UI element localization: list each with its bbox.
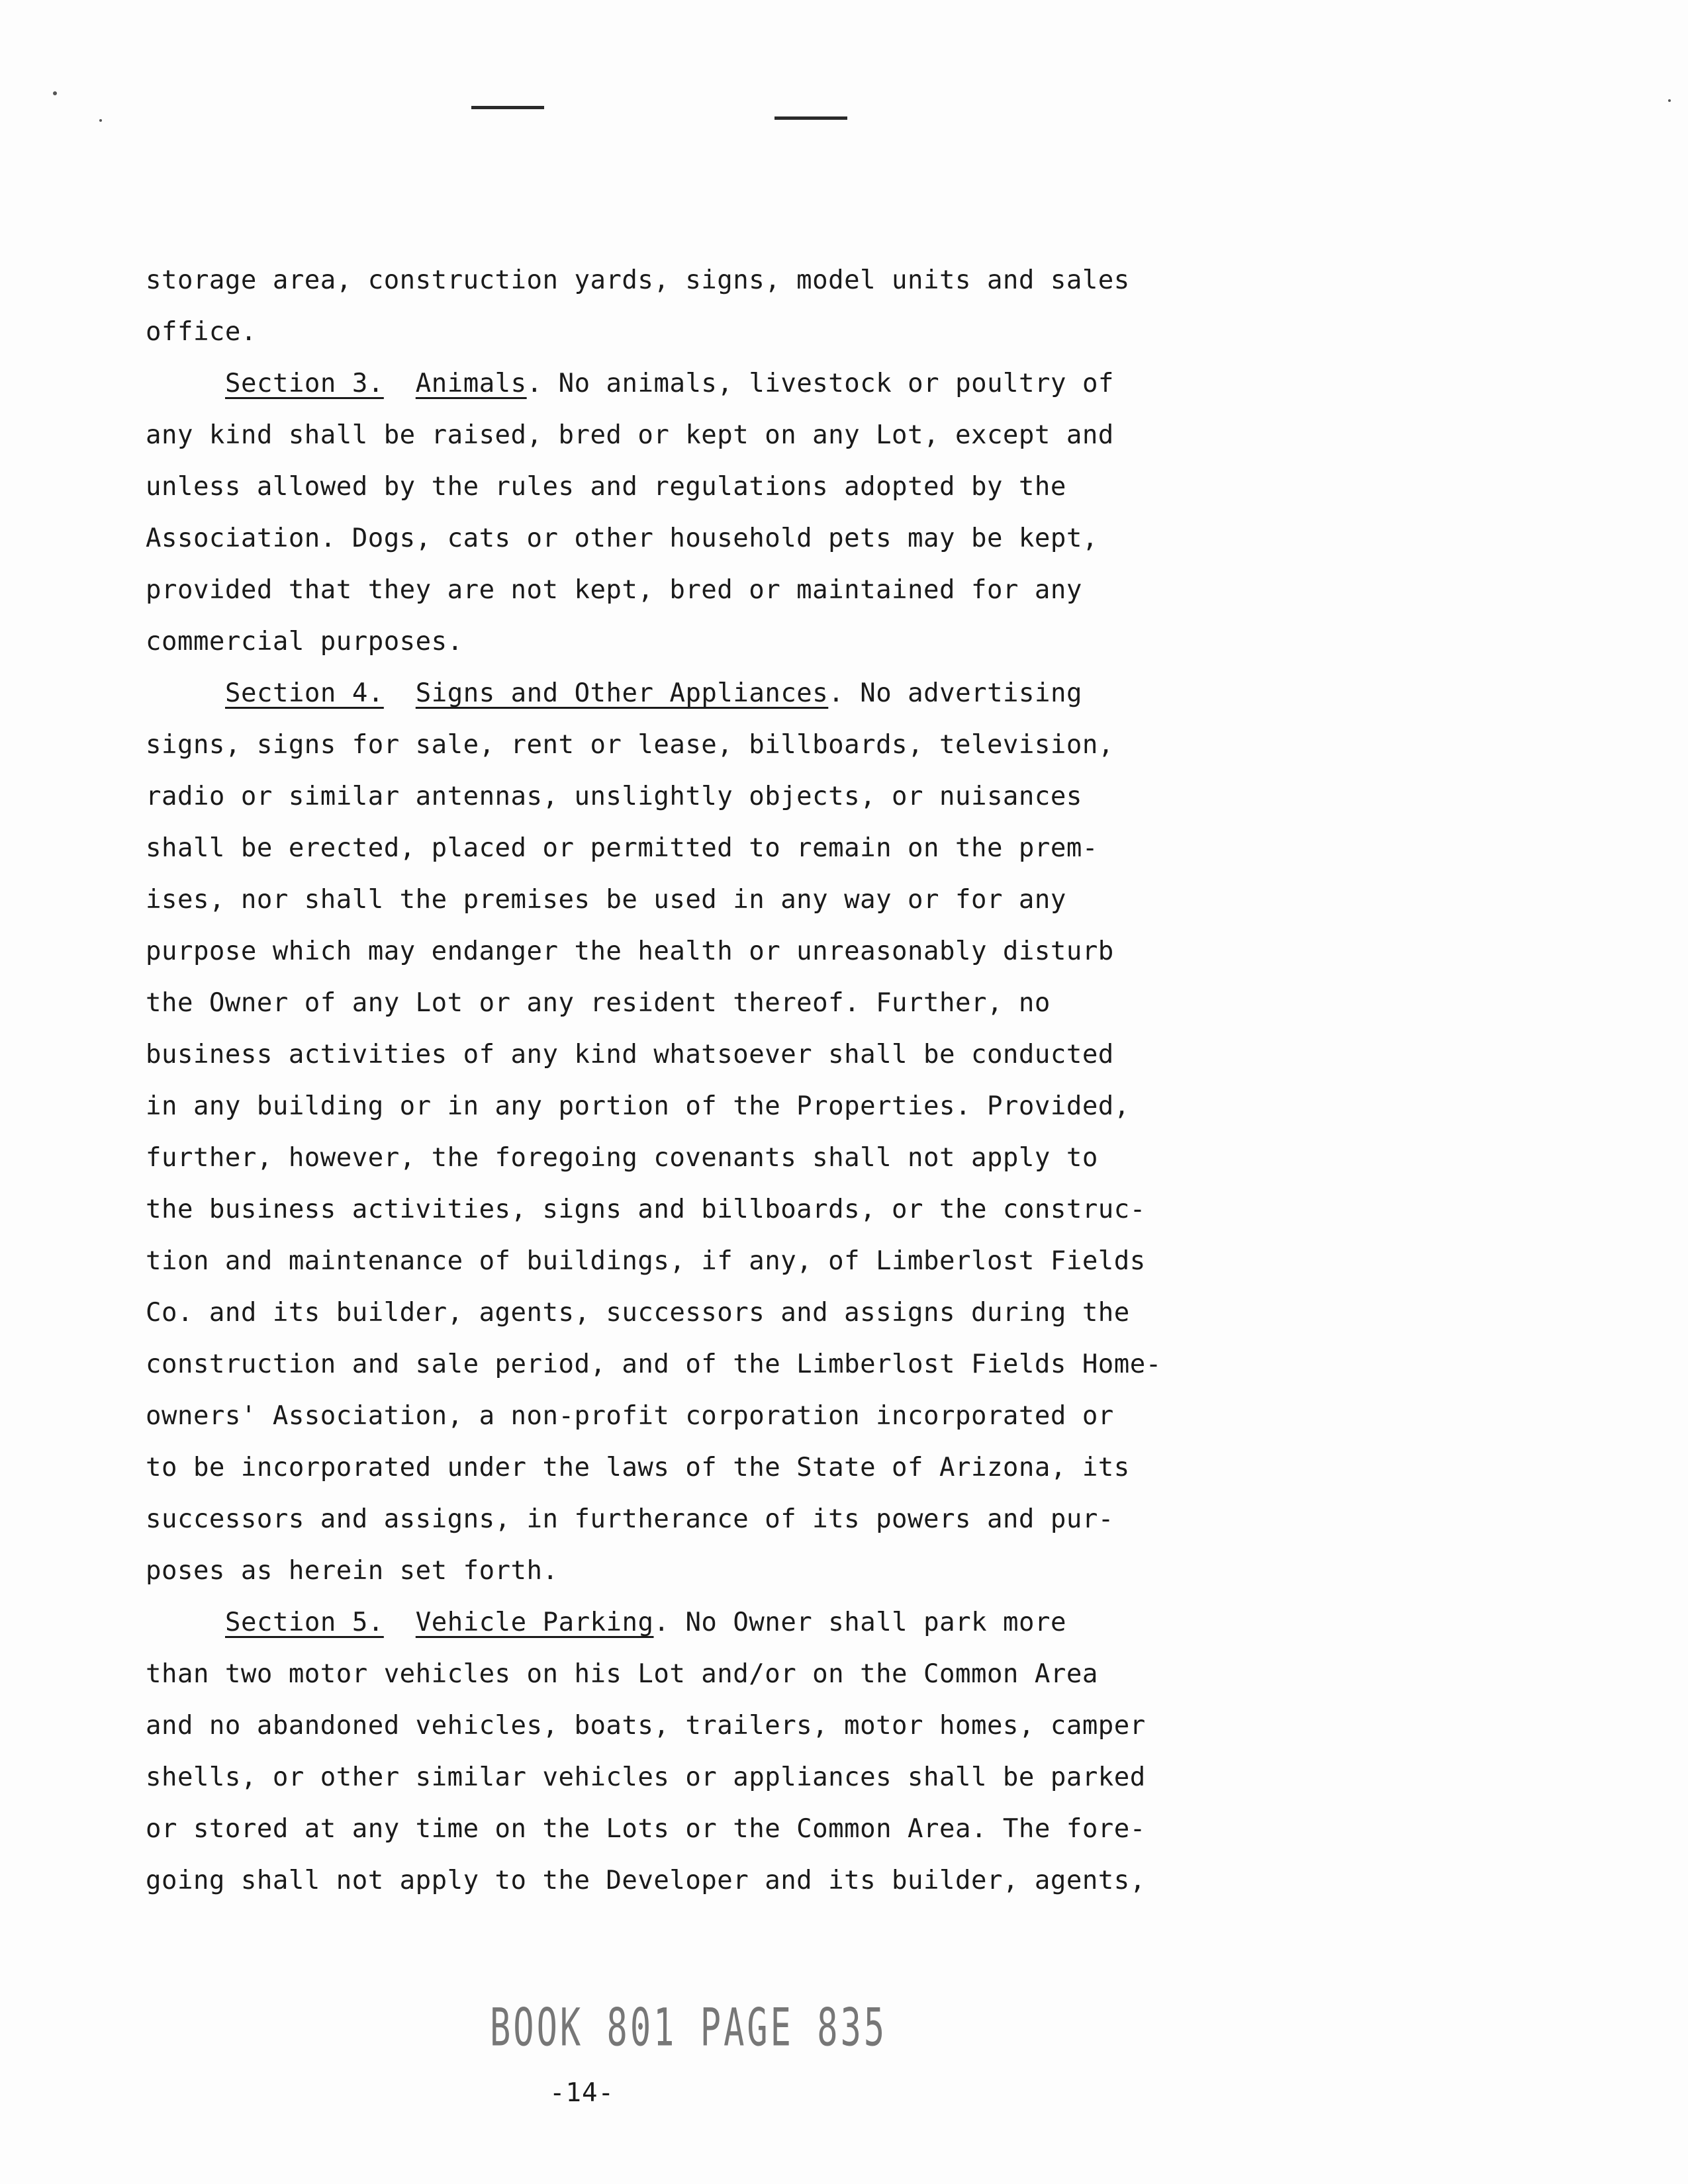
text-line: and no abandoned vehicles, boats, trailers, motor homes, camper bbox=[146, 1711, 1146, 1741]
section-3-number: Section 3. bbox=[225, 369, 384, 398]
text-line: the Owner of any Lot or any resident thereof. Further, no bbox=[146, 988, 1051, 1018]
text-line: any kind shall be raised, bred or kept on any Lot, except and bbox=[146, 420, 1114, 450]
section-4-title: Signs and Other Appliances bbox=[415, 678, 829, 708]
scan-speck bbox=[1668, 99, 1671, 102]
section-5-number: Section 5. bbox=[225, 1608, 384, 1637]
text-line: Co. and its builder, agents, successors and assigns during the bbox=[146, 1298, 1130, 1328]
text-line: the business activities, signs and billboards, or the construc- bbox=[146, 1195, 1146, 1224]
text-line: or stored at any time on the Lots or the Common Area. The fore- bbox=[146, 1814, 1146, 1844]
scan-speck bbox=[99, 119, 102, 122]
text-line: than two motor vehicles on his Lot and/or on the Common Area bbox=[146, 1659, 1098, 1689]
text-line: . No animals, livestock or poultry of bbox=[526, 369, 1114, 398]
text-line: going shall not apply to the Developer and its builder, agents, bbox=[146, 1866, 1146, 1895]
text-line: in any building or in any portion of the Properties. Provided, bbox=[146, 1091, 1130, 1121]
scan-mark bbox=[471, 106, 544, 109]
text-line: shall be erected, placed or permitted to remain on the prem- bbox=[146, 833, 1098, 863]
section-5-title: Vehicle Parking bbox=[415, 1608, 654, 1637]
text-line: business activities of any kind whatsoever shall be conducted bbox=[146, 1040, 1114, 1069]
text-line: further, however, the foregoing covenants shall not apply to bbox=[146, 1143, 1098, 1173]
document-body bbox=[146, 255, 1162, 1907]
text-line: construction and sale period, and of the Limberlost Fields Home- bbox=[146, 1349, 1162, 1379]
scan-speck bbox=[53, 91, 57, 95]
text-line: owners' Association, a non-profit corporation incorporated or bbox=[146, 1401, 1114, 1431]
section-5-heading-line bbox=[146, 1597, 1152, 1649]
text-line: . No Owner shall park more bbox=[653, 1608, 1066, 1637]
text-line: Association. Dogs, cats or other household pets may be kept, bbox=[146, 523, 1098, 553]
section-3-heading-line bbox=[146, 358, 1152, 410]
text-line: office. bbox=[146, 317, 257, 347]
text-line: radio or similar antennas, unslightly objects, or nuisances bbox=[146, 782, 1082, 811]
text-line: successors and assigns, in furtherance of its powers and pur- bbox=[146, 1504, 1114, 1534]
text-line: storage area, construction yards, signs, model units and sales bbox=[146, 265, 1130, 295]
text-line: unless allowed by the rules and regulations adopted by the bbox=[146, 472, 1066, 502]
text-line: poses as herein set forth. bbox=[146, 1556, 559, 1586]
text-line: . No advertising bbox=[828, 678, 1082, 708]
text-line: tion and maintenance of buildings, if any, of Limberlost Fields bbox=[146, 1246, 1146, 1276]
text-line: purpose which may endanger the health or unreasonably disturb bbox=[146, 936, 1114, 966]
text-line: shells, or other similar vehicles or appliances shall be parked bbox=[146, 1762, 1146, 1792]
text-line: signs, signs for sale, rent or lease, billboards, television, bbox=[146, 730, 1114, 760]
text-line: provided that they are not kept, bred or maintained for any bbox=[146, 575, 1082, 605]
text-line: to be incorporated under the laws of the State of Arizona, its bbox=[146, 1453, 1130, 1482]
section-4-number: Section 4. bbox=[225, 678, 384, 708]
scan-mark bbox=[774, 116, 847, 120]
section-3-title: Animals bbox=[415, 369, 527, 398]
text-line: commercial purposes. bbox=[146, 627, 463, 657]
text-line: ises, nor shall the premises be used in any way or for any bbox=[146, 885, 1066, 915]
book-page-stamp: BOOK 801 PAGE 835 bbox=[490, 1999, 888, 2058]
page-number: -14- bbox=[549, 2078, 614, 2108]
section-4-heading-line bbox=[146, 668, 1152, 719]
